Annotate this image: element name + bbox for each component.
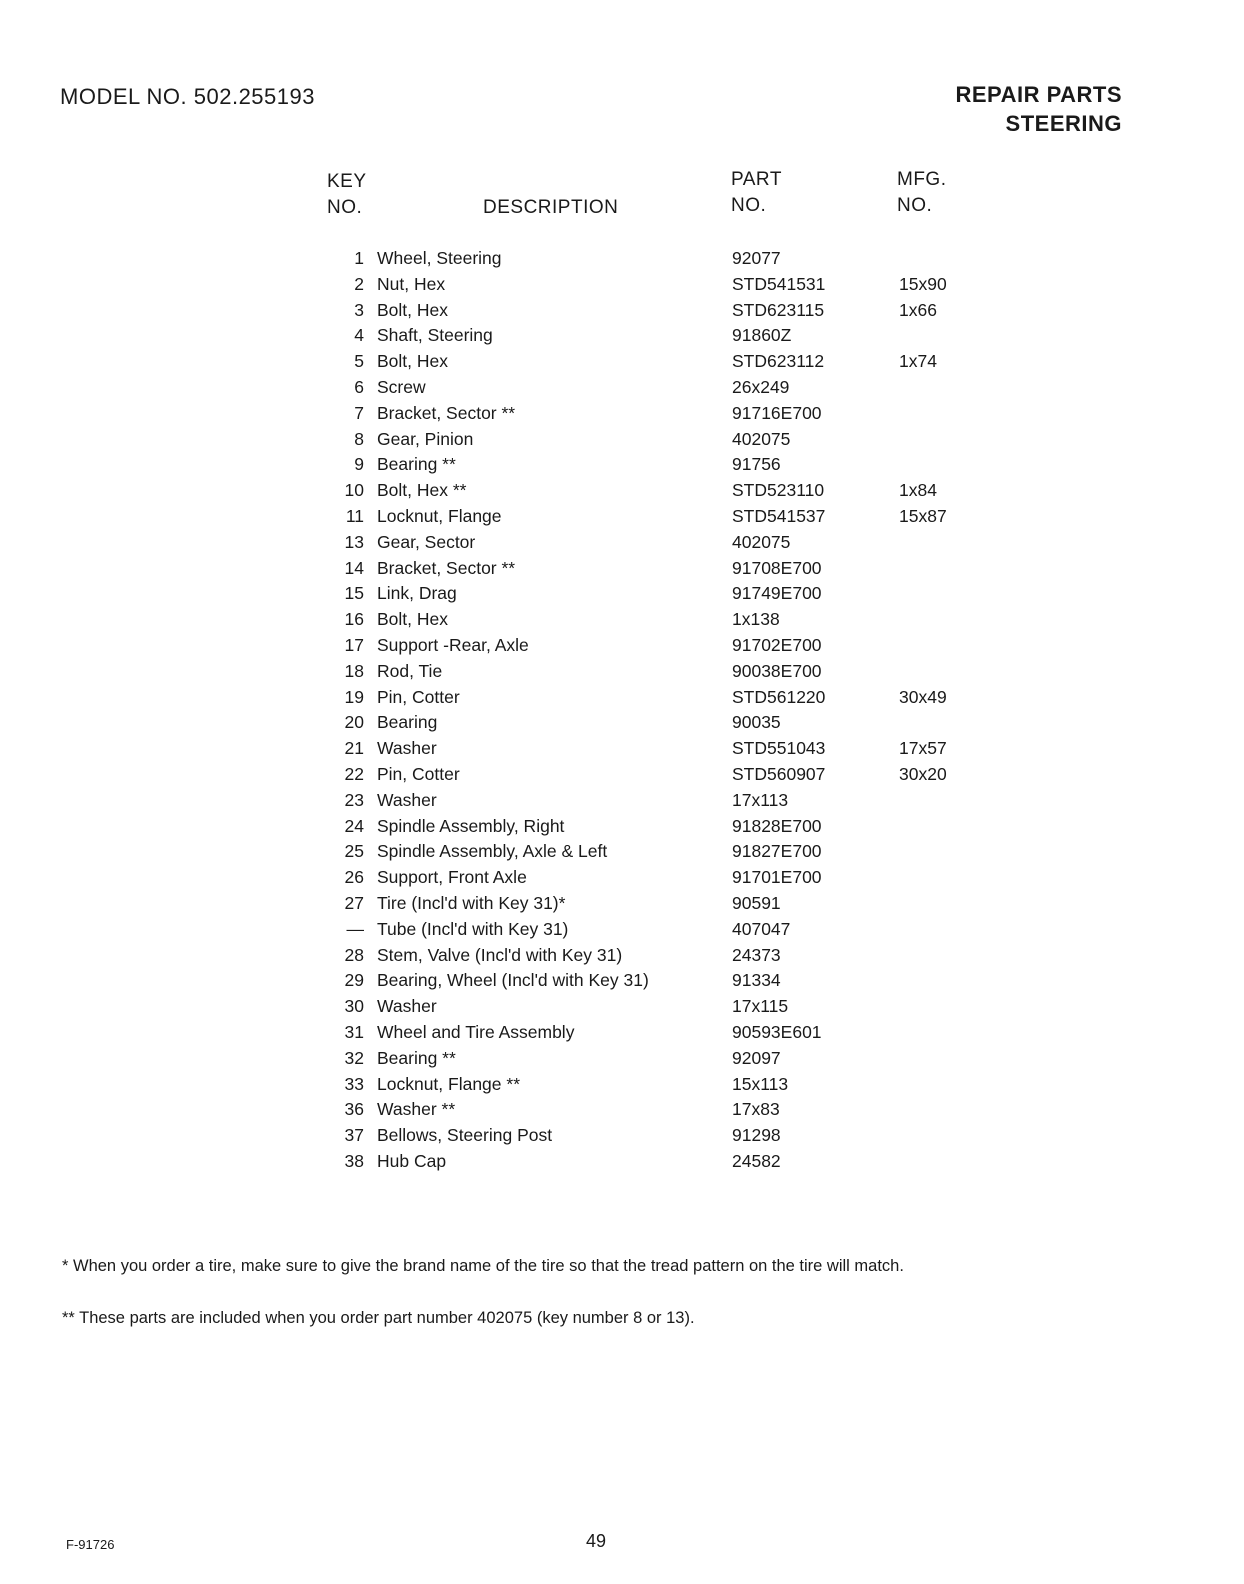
- part-description: Locknut, Flange: [377, 505, 502, 526]
- table-row: [327, 1149, 1027, 1175]
- table-row: [327, 1123, 1027, 1149]
- part-key-no: 25: [344, 841, 364, 862]
- table-row: [327, 1072, 1027, 1098]
- table-row: [327, 530, 1027, 556]
- table-row: [327, 607, 1027, 633]
- column-header-key-line2: NO.: [327, 197, 363, 218]
- part-number: STD541537: [732, 505, 826, 526]
- part-mfg-no: 1x74: [899, 351, 937, 372]
- table-row: [327, 839, 1027, 865]
- column-header-part-line1: PART: [731, 169, 782, 190]
- table-row: [327, 349, 1027, 375]
- part-description: Support -Rear, Axle: [377, 634, 529, 655]
- table-row: [327, 375, 1027, 401]
- part-number: 407047: [732, 918, 791, 939]
- part-number: 90591: [732, 892, 781, 913]
- part-number: STD623115: [732, 299, 825, 320]
- part-key-no: 6: [354, 376, 364, 397]
- part-description: Bearing **: [377, 454, 456, 475]
- table-row: [327, 581, 1027, 607]
- table-row: [327, 556, 1027, 582]
- part-key-no: 32: [344, 1047, 364, 1068]
- part-number: 17x83: [732, 1099, 780, 1120]
- part-number: 91334: [732, 970, 781, 991]
- table-row: [327, 504, 1027, 530]
- part-description: Washer: [377, 996, 437, 1017]
- part-key-no: 24: [344, 815, 364, 836]
- part-number: 90038E700: [732, 660, 822, 681]
- table-row: [327, 272, 1027, 298]
- part-description: Screw: [377, 376, 426, 397]
- part-description: Pin, Cotter: [377, 763, 460, 784]
- part-description: Bearing: [377, 712, 438, 733]
- part-number: 92077: [732, 248, 781, 268]
- part-number: 91756: [732, 454, 781, 475]
- part-number: 91708E700: [732, 557, 822, 578]
- part-number: STD560907: [732, 763, 826, 784]
- table-row: [327, 814, 1027, 840]
- part-key-no: 9: [354, 454, 364, 475]
- part-number: 91702E700: [732, 634, 822, 655]
- part-key-no: 33: [344, 1073, 364, 1094]
- part-number: 24582: [732, 1150, 781, 1171]
- column-header-mfg-line1: MFG.: [897, 169, 947, 190]
- part-description: Spindle Assembly, Axle & Left: [377, 841, 608, 862]
- part-description: Bearing **: [377, 1047, 456, 1068]
- part-key-no: 19: [344, 686, 364, 707]
- part-key-no: 23: [344, 789, 364, 810]
- part-description: Tire (Incl'd with Key 31)*: [377, 892, 566, 913]
- part-number: 1x138: [732, 609, 780, 630]
- part-description: Locknut, Flange **: [377, 1073, 521, 1094]
- part-description: Wheel, Steering: [377, 248, 502, 268]
- part-description: Bearing, Wheel (Incl'd with Key 31): [377, 970, 649, 991]
- part-description: Spindle Assembly, Right: [377, 815, 565, 836]
- part-mfg-no: 15x87: [899, 505, 947, 526]
- table-row: [327, 994, 1027, 1020]
- part-key-no: 5: [354, 351, 364, 372]
- part-key-no: 15: [344, 583, 364, 604]
- table-row: [327, 788, 1027, 814]
- part-key-no: 17: [344, 634, 364, 655]
- part-key-no: 26: [344, 867, 364, 888]
- part-key-no: 1: [354, 248, 364, 268]
- part-description: Bracket, Sector **: [377, 557, 516, 578]
- table-row: [327, 1020, 1027, 1046]
- table-row: [327, 427, 1027, 453]
- table-row: [327, 1097, 1027, 1123]
- part-number: 402075: [732, 531, 791, 552]
- part-description: Bellows, Steering Post: [377, 1125, 553, 1146]
- part-number: STD551043: [732, 738, 826, 759]
- part-mfg-no: 30x20: [899, 763, 947, 784]
- part-number: 91298: [732, 1125, 781, 1146]
- part-description: Washer **: [377, 1099, 456, 1120]
- part-description: Pin, Cotter: [377, 686, 460, 707]
- part-number: 91701E700: [732, 867, 822, 888]
- part-key-no: 21: [344, 738, 364, 759]
- table-row: [327, 401, 1027, 427]
- part-description: Washer: [377, 789, 437, 810]
- table-row: [327, 710, 1027, 736]
- part-number: 91716E700: [732, 402, 822, 423]
- column-header-key-no: [327, 169, 367, 221]
- section-title-line2: STEERING: [1005, 111, 1122, 136]
- part-key-no: 14: [344, 557, 364, 578]
- part-description: Bolt, Hex: [377, 299, 448, 320]
- column-header-part-no: [731, 167, 782, 219]
- part-key-no: 22: [344, 763, 364, 784]
- part-number: STD623112: [732, 351, 825, 372]
- part-description: Support, Front Axle: [377, 867, 527, 888]
- table-row: [327, 478, 1027, 504]
- table-row: [327, 865, 1027, 891]
- part-mfg-no: 15x90: [899, 273, 947, 294]
- part-description: Rod, Tie: [377, 660, 443, 681]
- footnote-tire: * When you order a tire, make sure to give the brand name of the tire so that the tread pattern on the tire will match.: [62, 1257, 904, 1275]
- table-row: [327, 659, 1027, 685]
- part-key-no: 11: [345, 505, 364, 526]
- part-description: Bolt, Hex **: [377, 480, 467, 501]
- part-description: Nut, Hex: [377, 273, 446, 294]
- table-row: [327, 1046, 1027, 1072]
- part-number: 91860Z: [732, 325, 792, 346]
- part-mfg-no: 1x66: [899, 299, 937, 320]
- table-row: [327, 968, 1027, 994]
- table-row: [327, 917, 1027, 943]
- part-number: STD541531: [732, 273, 826, 294]
- table-row: [327, 736, 1027, 762]
- part-number: 90593E601: [732, 1021, 822, 1042]
- part-key-no: 8: [354, 428, 364, 449]
- part-key-no: 28: [344, 944, 364, 965]
- part-key-no: 36: [344, 1099, 364, 1120]
- section-title: [955, 80, 1122, 138]
- table-row: [327, 633, 1027, 659]
- form-number: F-91726: [66, 1537, 115, 1552]
- part-key-no: 16: [344, 609, 364, 630]
- page-number: 49: [586, 1531, 607, 1551]
- part-description: Gear, Pinion: [377, 428, 474, 449]
- part-key-no: 18: [344, 660, 364, 681]
- part-number: 17x115: [732, 996, 789, 1017]
- part-description: Bolt, Hex: [377, 351, 448, 372]
- part-number: 90035: [732, 712, 781, 733]
- part-description: Wheel and Tire Assembly: [377, 1021, 575, 1042]
- part-key-no: —: [346, 918, 364, 939]
- part-description: Bolt, Hex: [377, 609, 448, 630]
- part-key-no: 31: [344, 1021, 364, 1042]
- part-number: 15x113: [732, 1073, 789, 1094]
- part-number: 26x249: [732, 376, 790, 397]
- column-header-key-line1: KEY: [327, 171, 367, 192]
- part-key-no: 3: [354, 299, 364, 320]
- part-description: Bracket, Sector **: [377, 402, 516, 423]
- footnote-included-parts: ** These parts are included when you order part number 402075 (key number 8 or 13).: [62, 1309, 695, 1327]
- column-header-mfg-line2: NO.: [897, 195, 933, 216]
- table-row: [327, 891, 1027, 917]
- column-header-description: DESCRIPTION: [483, 197, 619, 218]
- part-key-no: 10: [344, 480, 364, 501]
- part-number: STD523110: [732, 480, 825, 501]
- part-mfg-no: 1x84: [899, 480, 937, 501]
- part-number: 91749E700: [732, 583, 822, 604]
- part-key-no: 2: [354, 273, 364, 294]
- part-key-no: 7: [354, 402, 364, 423]
- part-description: Tube (Incl'd with Key 31): [377, 918, 569, 939]
- part-description: Link, Drag: [377, 583, 457, 604]
- part-mfg-no: 17x57: [899, 738, 947, 759]
- part-key-no: 20: [344, 712, 364, 733]
- part-description: Hub Cap: [377, 1150, 447, 1171]
- part-mfg-no: 30x49: [899, 686, 947, 707]
- part-key-no: 37: [344, 1125, 364, 1146]
- part-key-no: 13: [344, 531, 364, 552]
- column-header-part-line2: NO.: [731, 195, 767, 216]
- part-description: Gear, Sector: [377, 531, 476, 552]
- table-row: [327, 452, 1027, 478]
- part-number: 92097: [732, 1047, 781, 1068]
- part-number: 91827E700: [732, 841, 822, 862]
- part-key-no: 4: [354, 325, 364, 346]
- table-row: [327, 298, 1027, 324]
- part-number: 91828E700: [732, 815, 822, 836]
- column-header-mfg-no: [897, 167, 947, 219]
- part-number: 402075: [732, 428, 791, 449]
- part-description: Stem, Valve (Incl'd with Key 31): [377, 944, 623, 965]
- part-number: STD561220: [732, 686, 826, 707]
- part-number: 17x113: [732, 789, 789, 810]
- part-number: 24373: [732, 944, 781, 965]
- parts-list: [327, 246, 1027, 1175]
- part-description: Washer: [377, 738, 437, 759]
- part-description: Shaft, Steering: [377, 325, 493, 346]
- table-row: [327, 246, 1027, 272]
- model-number: MODEL NO. 502.255193: [60, 84, 315, 109]
- section-title-line1: REPAIR PARTS: [955, 82, 1122, 107]
- part-key-no: 30: [344, 996, 364, 1017]
- part-key-no: 27: [344, 892, 364, 913]
- part-key-no: 38: [344, 1150, 364, 1171]
- table-row: [327, 762, 1027, 788]
- table-row: [327, 323, 1027, 349]
- table-row: [327, 685, 1027, 711]
- part-key-no: 29: [344, 970, 364, 991]
- table-row: [327, 943, 1027, 969]
